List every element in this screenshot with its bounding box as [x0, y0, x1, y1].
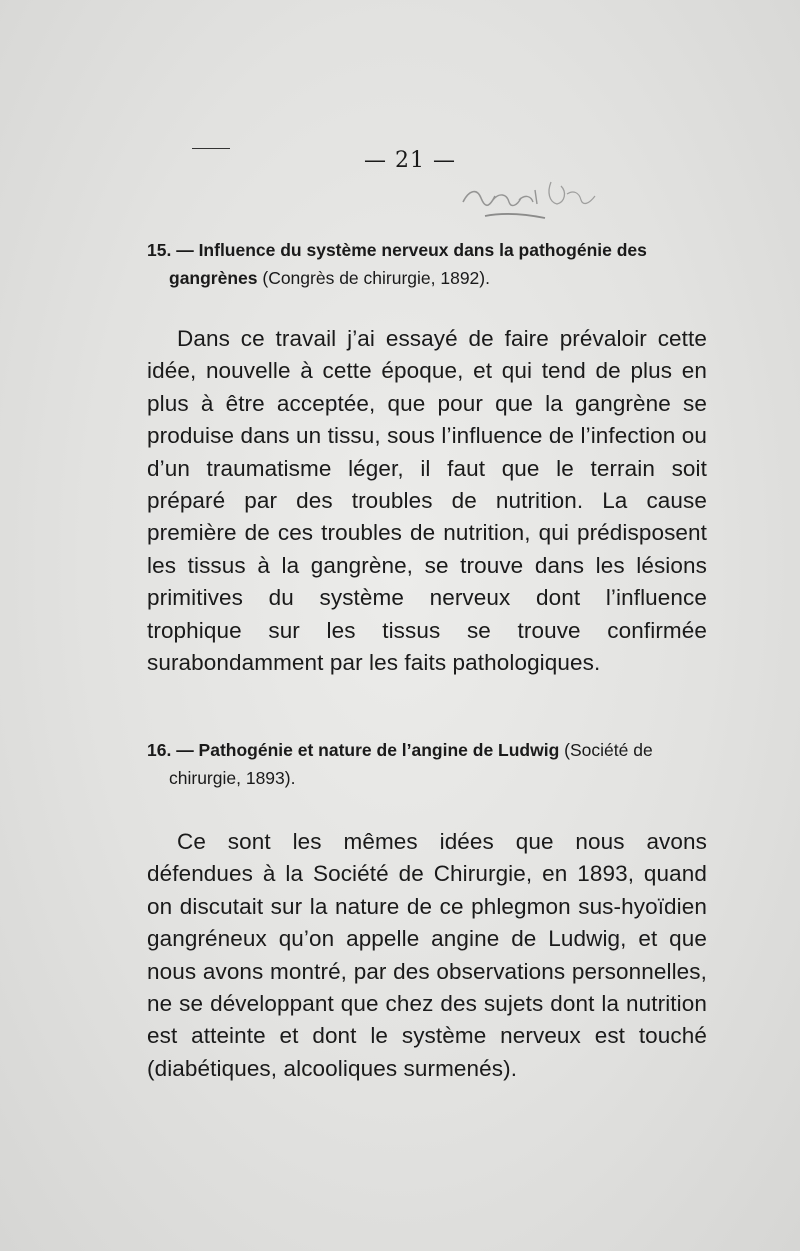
handwritten-signature [455, 172, 605, 224]
section-16-source-line2: chirurgie, 1893). [169, 768, 296, 788]
section-16-paragraph: Ce sont les mêmes idées que nous avons défendues à la Société de Chirurgie, en 1893, quand on discutait sur la nature de ce phlegmon sus-hyoïdien gangréneux qu’on appelle angine de Ludwig, et que nous avons montré, par des observations personnelles, ne se développant que chez des sujets dont la nutrition est atteinte et dont le système nerveux est touché (diabétiques, alcooliques surmenés). [147, 829, 707, 1081]
page-number: — 21 — [364, 148, 456, 173]
section-15-title: — Influence du système nerveux dans la pathogénie des [176, 240, 647, 260]
section-16-number: 16. [147, 740, 172, 760]
section-15-paragraph: Dans ce travail j’ai essayé de faire prévaloir cette idée, nouvelle à cette époque, et qui tend de plus en plus à être acceptée, que pour que la gangrène se produise dans un tissu, sous l’influence de l’infection ou d’un traumatisme léger, il faut que le terrain soit préparé par des troubles de nutrition. La cause première de ces troubles de nutrition, qui prédisposent les tissus à la gangrène, se trouve dans les lésions primitives du système nerveux dont l’influence trophique sur les tissus se trouve confirmée surabondamment par les faits pathologiques. [147, 326, 707, 676]
section-15-number: 15. [147, 240, 172, 260]
section-15-title-line2: gangrènes [169, 268, 258, 288]
section-16-heading [147, 736, 707, 792]
section-15-heading [147, 236, 707, 292]
section-16-source: (Société de [559, 740, 653, 760]
section-16-title: — Pathogénie et nature de l’angine de Ludwig [171, 740, 560, 760]
section-15-source: (Congrès de chirurgie, 1892). [257, 268, 490, 288]
